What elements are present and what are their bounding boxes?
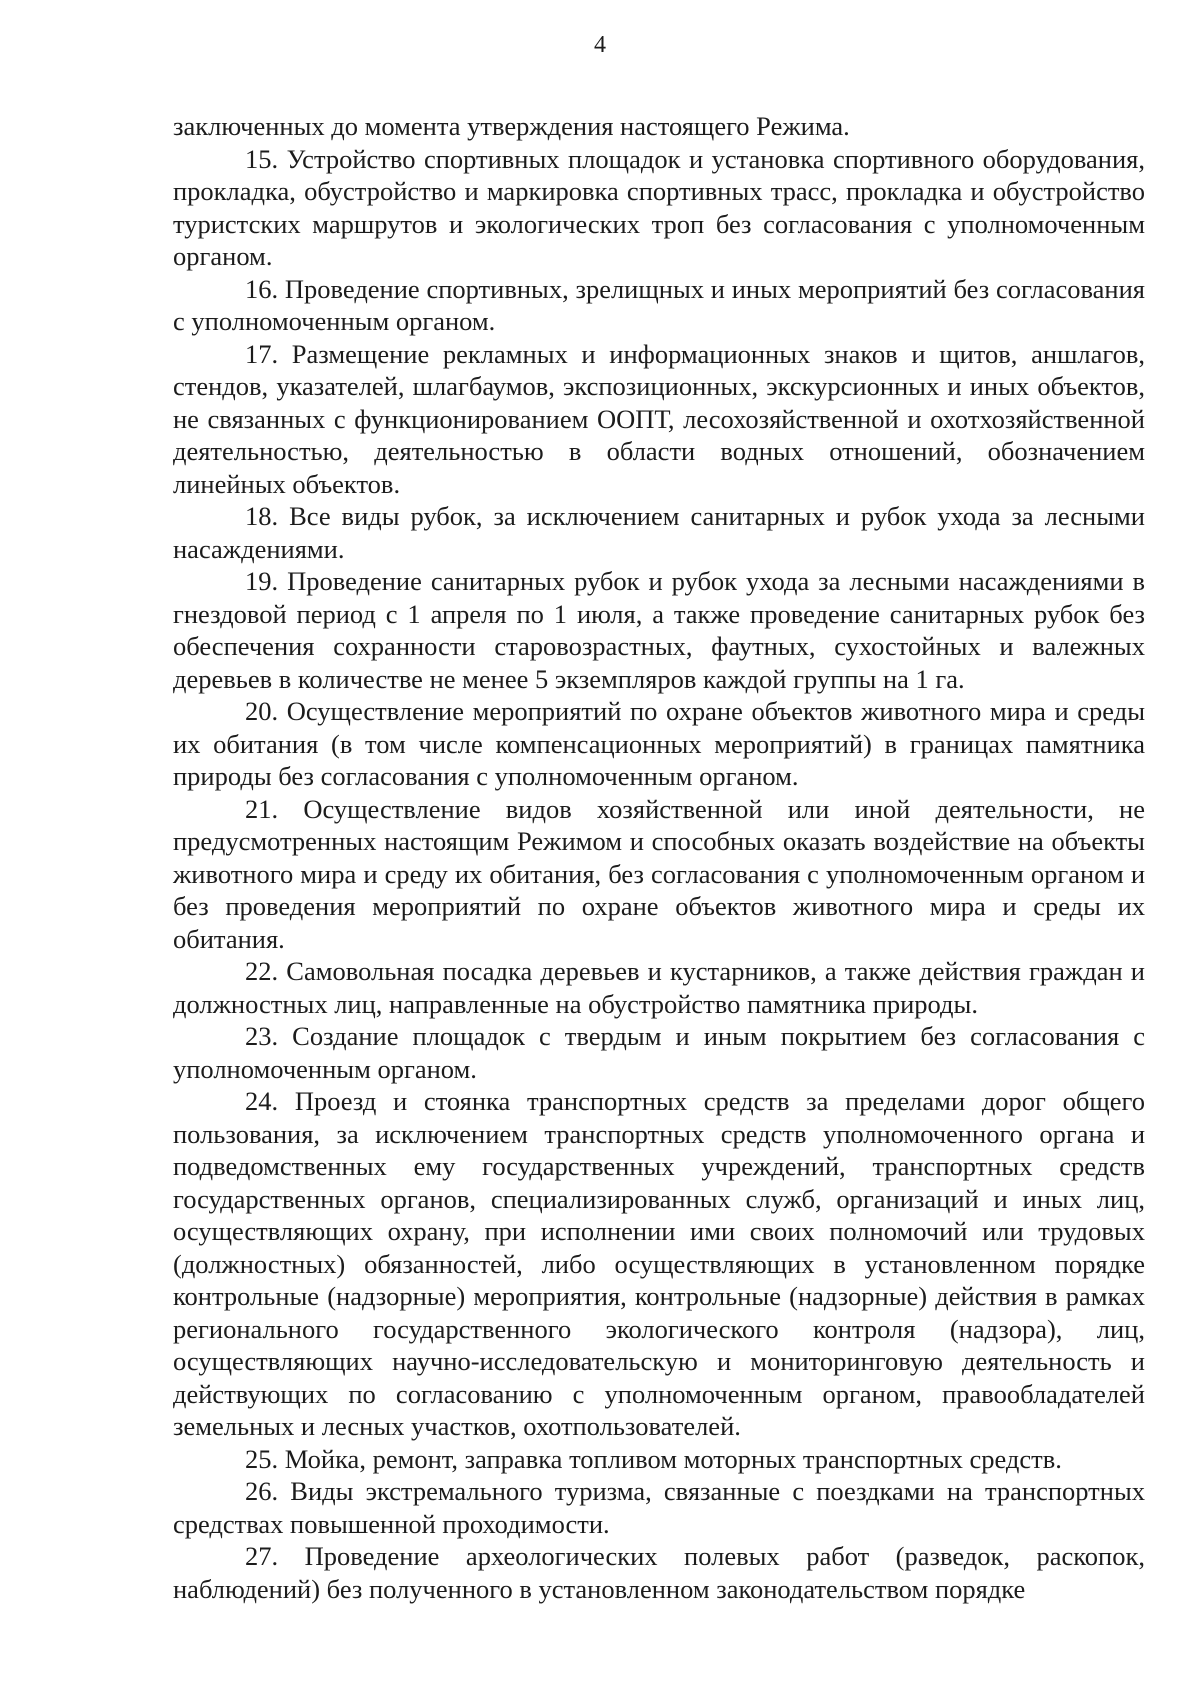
paragraph-20: 20. Осуществление мероприятий по охране объектов животного мира и среды их обитания (в том числе компенсационных мероприятий) в границах памятника природы без согласования с уполномоченным органом. [173, 696, 1145, 791]
paragraph-24: 24. Проезд и стоянка транспортных средств за пределами дорог общего пользования, за исключением транспортных средств уполномоченного органа и подведомственных ему государственных учреждений, транспортных средств государственных органов, специализированных служб, организаций и иных лиц, осуществляющих охрану, при исполнении ими своих полномочий или трудовых (должностных) обязанностей, либо осуществляющих в установленном порядке контрольные (надзорные) мероприятия, контрольные (надзорные) действия в рамках регионального государственного экологического контроля (надзора), лиц, осуществляющих научно-исследовательскую и мониторинговую деятельность и действующих по согласованию с уполномоченным органом, правообладателей земельных и лесных участков, охотпользователей. [173, 1086, 1145, 1441]
paragraph-19: 19. Проведение санитарных рубок и рубок ухода за лесными насаждениями в гнездовой период с 1 апреля по 1 июля, а также проведение санитарных рубок без обеспечения сохранности старовозрастных, фаутных, сухостойных и валежных деревьев в количестве не менее 5 экземпляров каждой группы на 1 га. [173, 566, 1145, 694]
paragraph-23: 23. Создание площадок с твердым и иным покрытием без согласования с уполномоченным органом. [173, 1021, 1145, 1084]
paragraph-18: 18. Все виды рубок, за исключением санитарных и рубок ухода за лесными насаждениями. [173, 501, 1145, 564]
paragraph-21: 21. Осуществление видов хозяйственной или иной деятельности, не предусмотренных настоящим Режимом и способных оказать воздействие на объекты животного мира и среду их обитания, без согласования с уполномоченным органом и без проведения мероприятий по охране объектов животного мира и среды их обитания. [173, 793, 1145, 954]
paragraph-22: 22. Самовольная посадка деревьев и кустарников, а также действия граждан и должностных лиц, направленные на обустройство памятника природы. [173, 956, 1145, 1019]
paragraph-25: 25. Мойка, ремонт, заправка топливом моторных транспортных средств. [245, 1443, 1062, 1474]
paragraph-15: 15. Устройство спортивных площадок и установка спортивного оборудования, прокладка, обустройство и маркировка спортивных трасс, прокладка и обустройство туристских маршрутов и экологических троп без согласования с уполномоченным органом. [173, 143, 1145, 271]
paragraph-27: 27. Проведение археологических полевых работ (разведок, раскопок, наблюдений) без полученного в установленном законодательством порядке [173, 1541, 1145, 1604]
document-body [173, 110, 1145, 1605]
page-number: 4 [594, 32, 606, 58]
paragraph-26: 26. Виды экстремального туризма, связанные с поездками на транспортных средствах повышенной проходимости. [173, 1476, 1145, 1539]
paragraph-16: 16. Проведение спортивных, зрелищных и иных мероприятий без согласования с уполномоченным органом. [173, 273, 1145, 336]
paragraph-17: 17. Размещение рекламных и информационных знаков и щитов, аншлагов, стендов, указателей, шлагбаумов, экспозиционных, экскурсионных и иных объектов, не связанных с функционированием ООПТ, лесохозяйственной и охотхозяйственной деятельностью, деятельностью в области водных отношений, обозначением линейных объектов. [173, 338, 1145, 499]
continuation-paragraph: заключенных до момента утверждения настоящего Режима. [173, 111, 850, 141]
